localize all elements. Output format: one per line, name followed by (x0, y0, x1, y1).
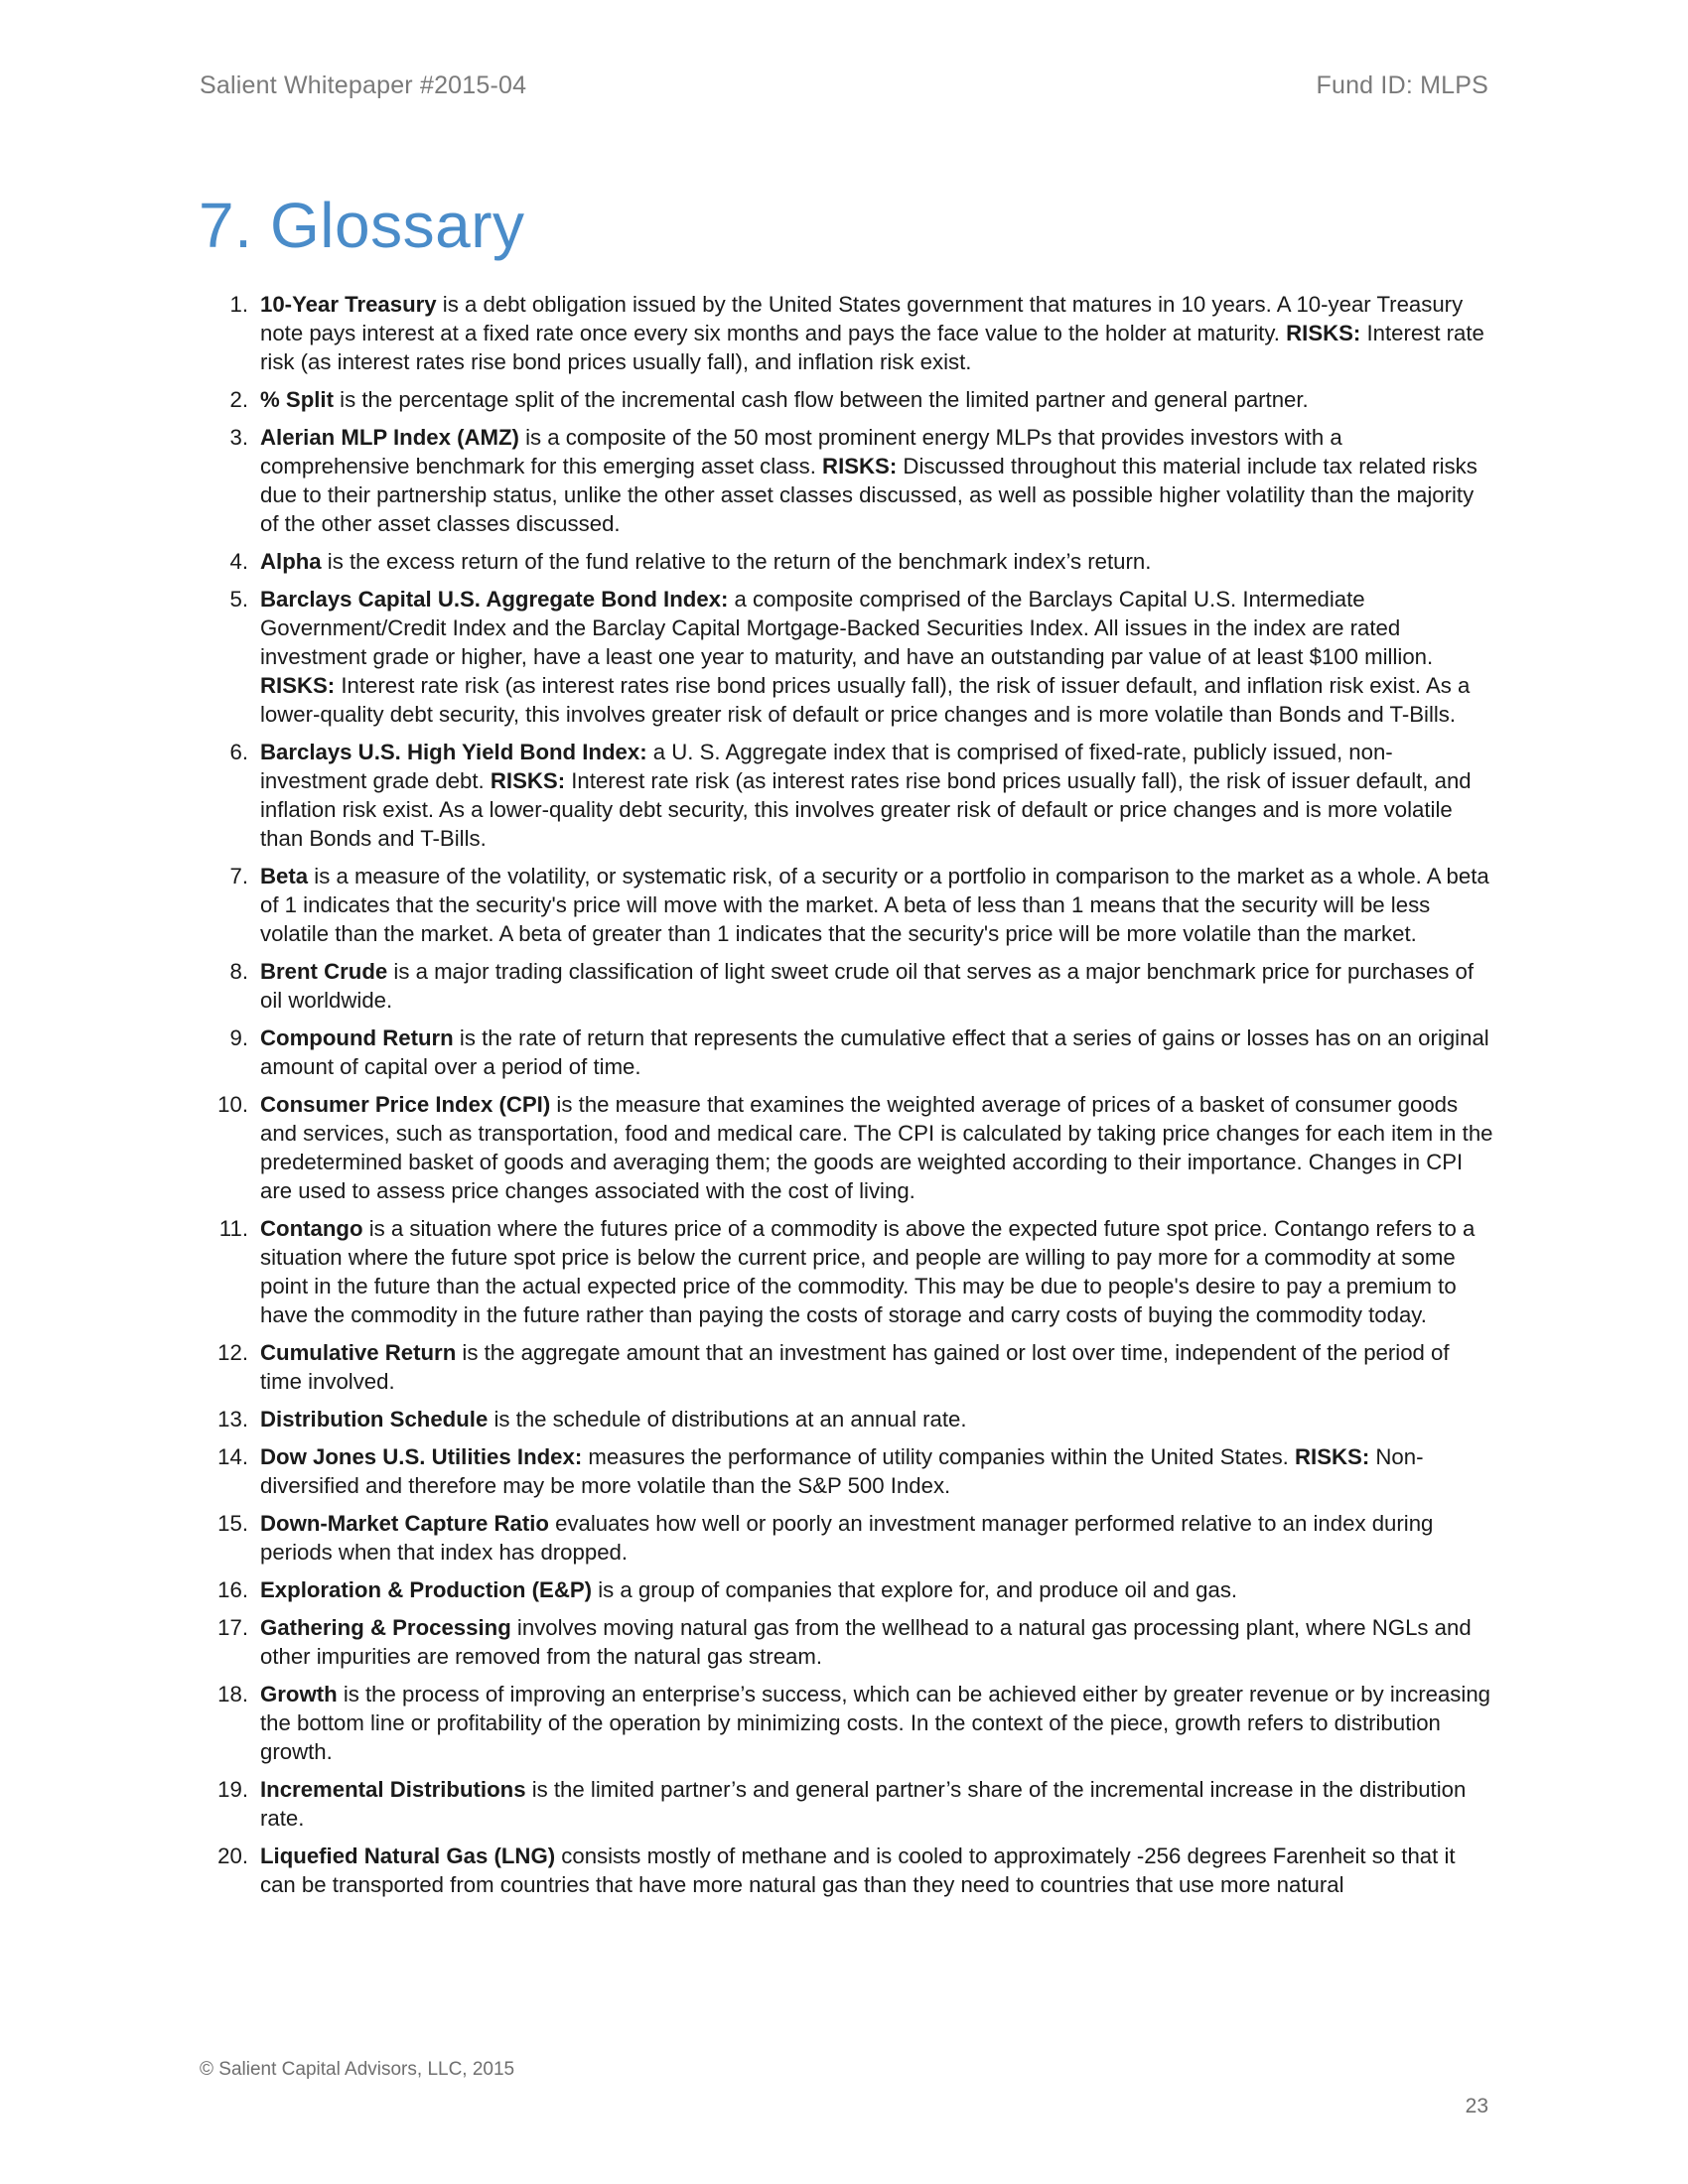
glossary-item-number: 5. (229, 587, 248, 612)
glossary-item (199, 957, 1494, 1015)
page-number: 23 (1465, 2095, 1488, 2117)
glossary-item (199, 385, 1494, 414)
glossary-list (199, 290, 1494, 1908)
glossary-definition: involves moving natural gas from the wellhead to a natural gas processing plant, where NGLs and other impurities are removed from the natural gas stream. (260, 1615, 1472, 1669)
glossary-item (199, 547, 1494, 576)
glossary-risks-label: RISKS: (260, 673, 336, 698)
glossary-item-number: 3. (229, 425, 248, 450)
glossary-item-number: 7. (229, 864, 248, 888)
glossary-definition: is a group of companies that explore for, and produce oil and gas. (592, 1577, 1238, 1602)
glossary-item-number: 14. (217, 1444, 248, 1469)
glossary-item (199, 1090, 1494, 1205)
glossary-risks-label: RISKS: (1286, 321, 1361, 345)
section-number: 7. (199, 190, 253, 261)
glossary-definition: is a composite of the 50 most prominent energy MLPs that provides investors with a comprehensive benchmark for this emerging asset class. (260, 425, 1342, 478)
glossary-item (199, 585, 1494, 729)
section-title-text: Glossary (270, 190, 525, 261)
glossary-item-number: 10. (217, 1092, 248, 1117)
glossary-item-number: 11. (218, 1216, 248, 1241)
glossary-definition: is a situation where the futures price of a commodity is above the expected future spot price. Contango refers to a situation where the future spot price is below the current price, and people are willing to pay more for a commodity at some point in the future than the actual expected price of the commodity. This may be due to people's desire to pay a premium to have the commodity in the future rather than paying the costs of storage and carry costs of buying the commodity today. (260, 1216, 1476, 1327)
glossary-definition: evaluates how well or poorly an investment manager performed relative to an index during periods when that index has dropped. (260, 1511, 1434, 1565)
glossary-risks-label: RISKS: (490, 768, 566, 793)
glossary-definition: is the rate of return that represents the cumulative effect that a series of gains or losses has on an original amount of capital over a period of time. (260, 1025, 1489, 1079)
glossary-term: Alerian MLP Index (AMZ) (260, 425, 519, 450)
glossary-item-number: 20. (217, 1843, 248, 1868)
glossary-item (199, 1842, 1494, 1899)
glossary-item-number: 17. (217, 1615, 248, 1640)
glossary-definition: is the limited partner’s and general partner’s share of the incremental increase in the distribution rate. (260, 1777, 1467, 1831)
glossary-term: Liquefied Natural Gas (LNG) (260, 1843, 556, 1868)
glossary-item-number: 2. (229, 387, 248, 412)
glossary-term: Compound Return (260, 1025, 454, 1050)
glossary-term: Barclays Capital U.S. Aggregate Bond Index: (260, 587, 729, 612)
glossary-item-number: 13. (217, 1407, 248, 1432)
glossary-risks-text: Interest rate risk (as interest rates rise bond prices usually fall), and inflation risk exist. (260, 321, 1484, 374)
glossary-item-number: 9. (229, 1025, 248, 1050)
glossary-definition: is the aggregate amount that an investment has gained or lost over time, independent of the period of time involved. (260, 1340, 1450, 1394)
glossary-item (199, 1509, 1494, 1567)
glossary-term: Brent Crude (260, 959, 388, 984)
glossary-item-number: 4. (229, 549, 248, 574)
glossary-definition: consists mostly of methane and is cooled to approximately -256 degrees Farenheit so that it can be transported from countries that have more natural gas than they need to countries that use more natural (260, 1843, 1456, 1897)
glossary-item-number: 15. (217, 1511, 248, 1536)
glossary-term: Growth (260, 1682, 338, 1706)
glossary-definition: is a debt obligation issued by the United States government that matures in 10 years. A 10-year Treasury note pays interest at a fixed rate once every six months and pays the face value to the holder at maturity. (260, 292, 1464, 345)
glossary-item-number: 16. (217, 1577, 248, 1602)
glossary-term: Beta (260, 864, 309, 888)
glossary-term: Down-Market Capture Ratio (260, 1511, 549, 1536)
glossary-term: % Split (260, 387, 334, 412)
glossary-risks-text: Non-diversified and therefore may be more volatile than the S&P 500 Index. (260, 1444, 1424, 1498)
glossary-item-number: 6. (229, 740, 248, 764)
glossary-risks-label: RISKS: (1295, 1444, 1370, 1469)
glossary-item (199, 1613, 1494, 1671)
glossary-item (199, 1575, 1494, 1604)
glossary-term: Dow Jones U.S. Utilities Index: (260, 1444, 583, 1469)
glossary-definition: is the percentage split of the incremental cash flow between the limited partner and general partner. (333, 387, 1309, 412)
glossary-risks-text: Interest rate risk (as interest rates rise bond prices usually fall), the risk of issuer default, and inflation risk exist. As a lower-quality debt security, this involves greater risk of default or price changes and is more volatile than Bonds and T-Bills. (260, 768, 1472, 851)
glossary-item (199, 1214, 1494, 1329)
glossary-item-number: 12. (217, 1340, 248, 1365)
glossary-definition: is the schedule of distributions at an annual rate. (488, 1407, 967, 1432)
glossary-definition: a U. S. Aggregate index that is comprised of fixed-rate, publicly issued, non-investment grade debt. (260, 740, 1393, 793)
footer-copyright: © Salient Capital Advisors, LLC, 2015 (200, 2059, 515, 2080)
glossary-definition: a composite comprised of the Barclays Capital U.S. Intermediate Government/Credit Index and the Barclay Capital Mortgage-Backed Securities Index. All issues in the index are rated investment grade or higher, have a least one year to maturity, and have an outstanding par value of at least $100 million. (260, 587, 1434, 669)
glossary-term: Distribution Schedule (260, 1407, 489, 1432)
glossary-item (199, 1338, 1494, 1396)
glossary-item-number: 19. (217, 1777, 248, 1802)
glossary-term: Exploration & Production (E&P) (260, 1577, 593, 1602)
glossary-term: Gathering & Processing (260, 1615, 511, 1640)
glossary-item-number: 1. (229, 292, 248, 317)
glossary-item-number: 18. (217, 1682, 248, 1706)
glossary-definition: is the excess return of the fund relative to the return of the benchmark index’s return. (321, 549, 1152, 574)
glossary-item (199, 1680, 1494, 1766)
glossary-item (199, 423, 1494, 538)
glossary-term: Consumer Price Index (CPI) (260, 1092, 551, 1117)
glossary-item (199, 1024, 1494, 1081)
page-header (200, 71, 1488, 100)
glossary-definition: is a measure of the volatility, or systematic risk, of a security or a portfolio in comparison to the market as a whole. A beta of 1 indicates that the security's price will move with the market. A beta of less than 1 means that the security will be less volatile than the market. A beta of greater than 1 indicates that the security's price will be more volatile than the market. (260, 864, 1489, 946)
glossary-definition: is the process of improving an enterprise’s success, which can be achieved either by greater revenue or by increasing the bottom line or profitability of the operation by minimizing costs. In the context of the piece, growth refers to distribution growth. (260, 1682, 1491, 1764)
glossary-risks-text: Discussed throughout this material include tax related risks due to their partnership status, unlike the other asset classes discussed, as well as possible higher volatility than the majority of the other asset classes discussed. (260, 454, 1477, 536)
section-title (199, 189, 525, 262)
glossary-term: Alpha (260, 549, 322, 574)
glossary-item (199, 1775, 1494, 1833)
glossary-item (199, 738, 1494, 853)
glossary-definition: is a major trading classification of light sweet crude oil that serves as a major benchmark price for purchases of oil worldwide. (260, 959, 1475, 1013)
glossary-term: 10-Year Treasury (260, 292, 437, 317)
glossary-term: Contango (260, 1216, 363, 1241)
glossary-risks-text: Interest rate risk (as interest rates rise bond prices usually fall), the risk of issuer default, and inflation risk exist. As a lower-quality debt security, this involves greater risk of default or price changes and is more volatile than Bonds and T-Bills. (260, 673, 1471, 727)
header-fund-id: Fund ID: MLPS (1316, 71, 1488, 99)
glossary-term: Cumulative Return (260, 1340, 457, 1365)
glossary-item-number: 8. (229, 959, 248, 984)
glossary-item (199, 1442, 1494, 1500)
glossary-definition: is the measure that examines the weighted average of prices of a basket of consumer goods and services, such as transportation, food and medical care. The CPI is calculated by taking price changes for each item in the predetermined basket of goods and averaging them; the goods are weighted according to their importance. Changes in CPI are used to assess price changes associated with the cost of living. (260, 1092, 1493, 1203)
glossary-risks-label: RISKS: (822, 454, 898, 478)
header-doc-title: Salient Whitepaper #2015-04 (200, 71, 527, 99)
glossary-item (199, 862, 1494, 948)
glossary-term: Incremental Distributions (260, 1777, 526, 1802)
glossary-term: Barclays U.S. High Yield Bond Index: (260, 740, 647, 764)
glossary-item (199, 290, 1494, 376)
glossary-item (199, 1405, 1494, 1433)
glossary-definition: measures the performance of utility companies within the United States. (582, 1444, 1289, 1469)
